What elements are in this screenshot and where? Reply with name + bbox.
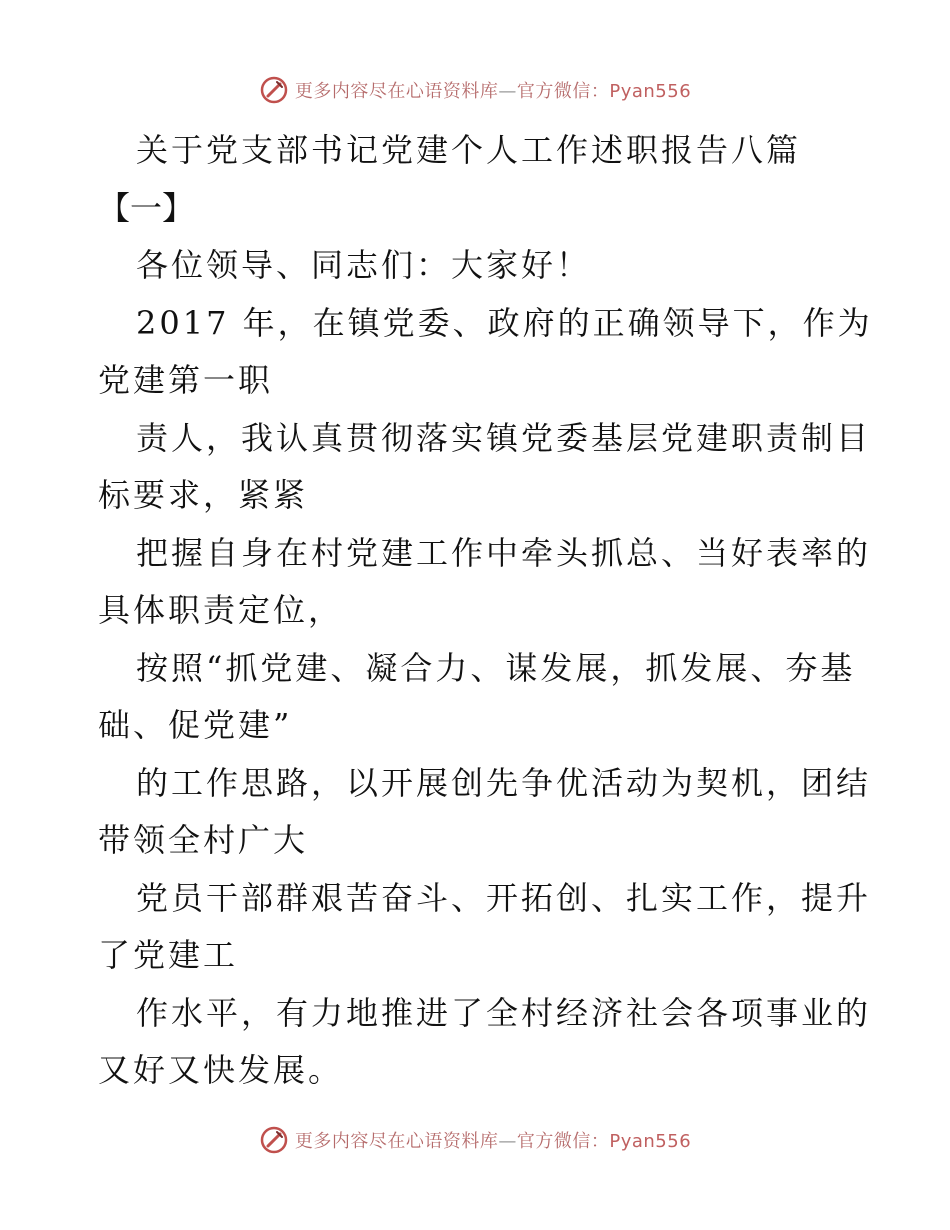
body-line: 2017 年，在镇党委、政府的正确领导下，作为 [136, 303, 873, 342]
body-line: 把握自身在村党建工作中牵头抓总、当好表率的 [136, 533, 872, 572]
body-line: 责人，我认真贯彻落实镇党委基层党建职责制目 [136, 418, 872, 457]
body-line: 党建第一职 [98, 361, 274, 399]
watermark-text: 更多内容尽在心语资料库—官方微信：Pyan556 [294, 81, 692, 102]
body-line: 础、促党建” [98, 706, 293, 744]
pen-circle-logo-icon [259, 75, 289, 105]
footer-watermark [0, 1120, 950, 1160]
document-title: 关于党支部书记党建个人工作述职报告八篇 [136, 131, 802, 169]
section-marker: 【一】 [98, 188, 195, 227]
body-line: 又好又快发展。 [98, 1051, 344, 1089]
body-line: 了党建工 [98, 936, 239, 974]
pen-circle-logo-icon [259, 1125, 289, 1155]
body-line: 按照“抓党建、凝合力、谋发展，抓发展、夯基 [136, 648, 856, 687]
watermark-text: 更多内容尽在心语资料库—官方微信：Pyan556 [294, 1131, 692, 1152]
body-line: 具体职责定位， [98, 591, 344, 629]
body-line: 的工作思路，以开展创先争优活动为契机，团结 [136, 763, 872, 802]
body-line: 作水平，有力地推进了全村经济社会各项事业的 [136, 993, 872, 1032]
body-line: 党员干部群艰苦奋斗、开拓创、扎实工作，提升 [136, 878, 872, 917]
document-body [98, 122, 873, 1100]
header-watermark [0, 70, 950, 110]
body-line: 带领全村广大 [98, 821, 309, 859]
body-line: 各位领导、同志们：大家好！ [136, 246, 592, 284]
body-lines [98, 237, 873, 1100]
body-line: 标要求，紧紧 [98, 476, 309, 514]
